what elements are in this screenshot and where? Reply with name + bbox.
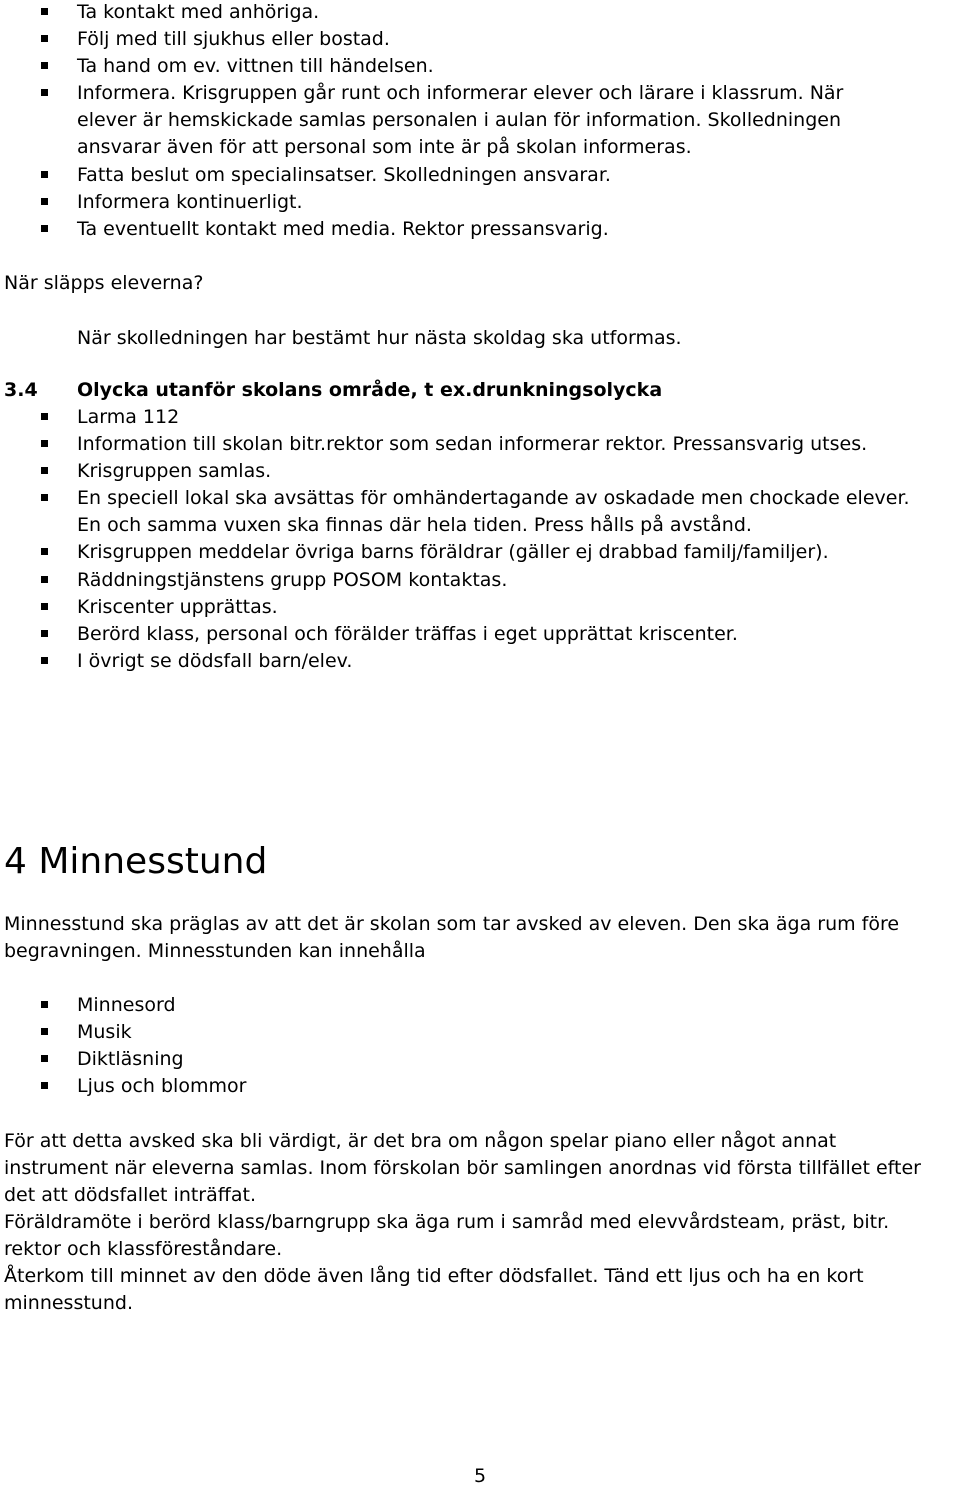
square-bullet-icon — [41, 630, 48, 637]
square-bullet-icon — [41, 225, 48, 232]
square-bullet-icon — [41, 171, 48, 178]
list-item: En speciell lokal ska avsättas för omhändertagande av oskadade men chockade elever. En och samma vuxen ska finnas där hela tiden. Press hålls på avstånd. — [0, 485, 930, 539]
list-item: Informera. Krisgruppen går runt och informerar elever och lärare i klassrum. När elever är hemskickade samlas personalen i aulan för information. Skolledningen ansvarar även för att personal som inte är på skolan informeras. — [0, 80, 940, 161]
square-bullet-icon — [41, 576, 48, 583]
top-action-list — [0, 0, 940, 243]
square-bullet-icon — [41, 548, 48, 555]
paragraph: För att detta avsked ska bli värdigt, är det bra om någon spelar piano eller något annat instrument när eleverna samlas. Inom förskolan bör samlingen anordnas vid första tillfället efter det att dödsfallet inträffat. — [4, 1130, 921, 1206]
release-answer: När skolledningen har bestämt hur nästa skoldag ska utformas. — [77, 327, 682, 349]
square-bullet-icon — [41, 494, 48, 501]
square-bullet-icon — [41, 35, 48, 42]
list-item: Ta eventuellt kontakt med media. Rektor pressansvarig. — [0, 216, 940, 243]
list-item: Följ med till sjukhus eller bostad. — [0, 26, 940, 53]
square-bullet-icon — [41, 89, 48, 96]
list-item: Larma 112 — [0, 404, 930, 431]
page-number: 5 — [473, 1465, 487, 1487]
list-item: Krisgruppen meddelar övriga barns föräldrar (gäller ej drabbad familj/familjer). — [0, 539, 930, 566]
list-item: Berörd klass, personal och förälder träffas i eget upprättat kriscenter. — [0, 621, 930, 648]
list-item: Ta kontakt med anhöriga. — [0, 0, 940, 26]
square-bullet-icon — [41, 198, 48, 205]
list-item: Informera kontinuerligt. — [0, 189, 940, 216]
list-item: Ta hand om ev. vittnen till händelsen. — [0, 53, 940, 80]
section-4-list — [0, 992, 600, 1100]
square-bullet-icon — [41, 603, 48, 610]
list-item: Fatta beslut om specialinsatser. Skolledningen ansvarar. — [0, 162, 940, 189]
list-item: Räddningstjänstens grupp POSOM kontaktas. — [0, 567, 930, 594]
square-bullet-icon — [41, 1001, 48, 1008]
square-bullet-icon — [41, 62, 48, 69]
square-bullet-icon — [41, 1082, 48, 1089]
paragraph: Återkom till minnet av den döde även lång tid efter dödsfallet. Tänd ett ljus och ha en kort minnesstund. — [4, 1265, 864, 1314]
list-item: Krisgruppen samlas. — [0, 458, 930, 485]
section-4-body — [4, 1128, 944, 1317]
list-item: Kriscenter upprättas. — [0, 594, 930, 621]
list-item: Musik — [0, 1019, 600, 1046]
square-bullet-icon — [41, 440, 48, 447]
square-bullet-icon — [41, 467, 48, 474]
section-4-intro: Minnesstund ska präglas av att det är skolan som tar avsked av eleven. Den ska äga rum före begravningen. Minnesstunden kan innehålla — [4, 913, 900, 962]
section-4-heading: 4 Minnesstund — [4, 841, 268, 882]
square-bullet-icon — [41, 8, 48, 15]
section-3-4-heading: 3.4 Olycka utanför skolans område, t ex.drunkningsolycka — [4, 379, 663, 401]
release-question: När släpps eleverna? — [4, 272, 204, 294]
list-item: Diktläsning — [0, 1046, 600, 1073]
section-3-4-list — [0, 404, 930, 675]
paragraph: Föräldramöte i berörd klass/barngrupp ska äga rum i samråd med elevvårdsteam, präst, bitr. rektor och klassföreståndare. — [4, 1211, 890, 1260]
square-bullet-icon — [41, 1028, 48, 1035]
list-item: Information till skolan bitr.rektor som sedan informerar rektor. Pressansvarig utses. — [0, 431, 930, 458]
list-item: I övrigt se dödsfall barn/elev. — [0, 648, 930, 675]
square-bullet-icon — [41, 657, 48, 664]
square-bullet-icon — [41, 1055, 48, 1062]
list-item: Ljus och blommor — [0, 1073, 600, 1100]
square-bullet-icon — [41, 413, 48, 420]
list-item: Minnesord — [0, 992, 600, 1019]
